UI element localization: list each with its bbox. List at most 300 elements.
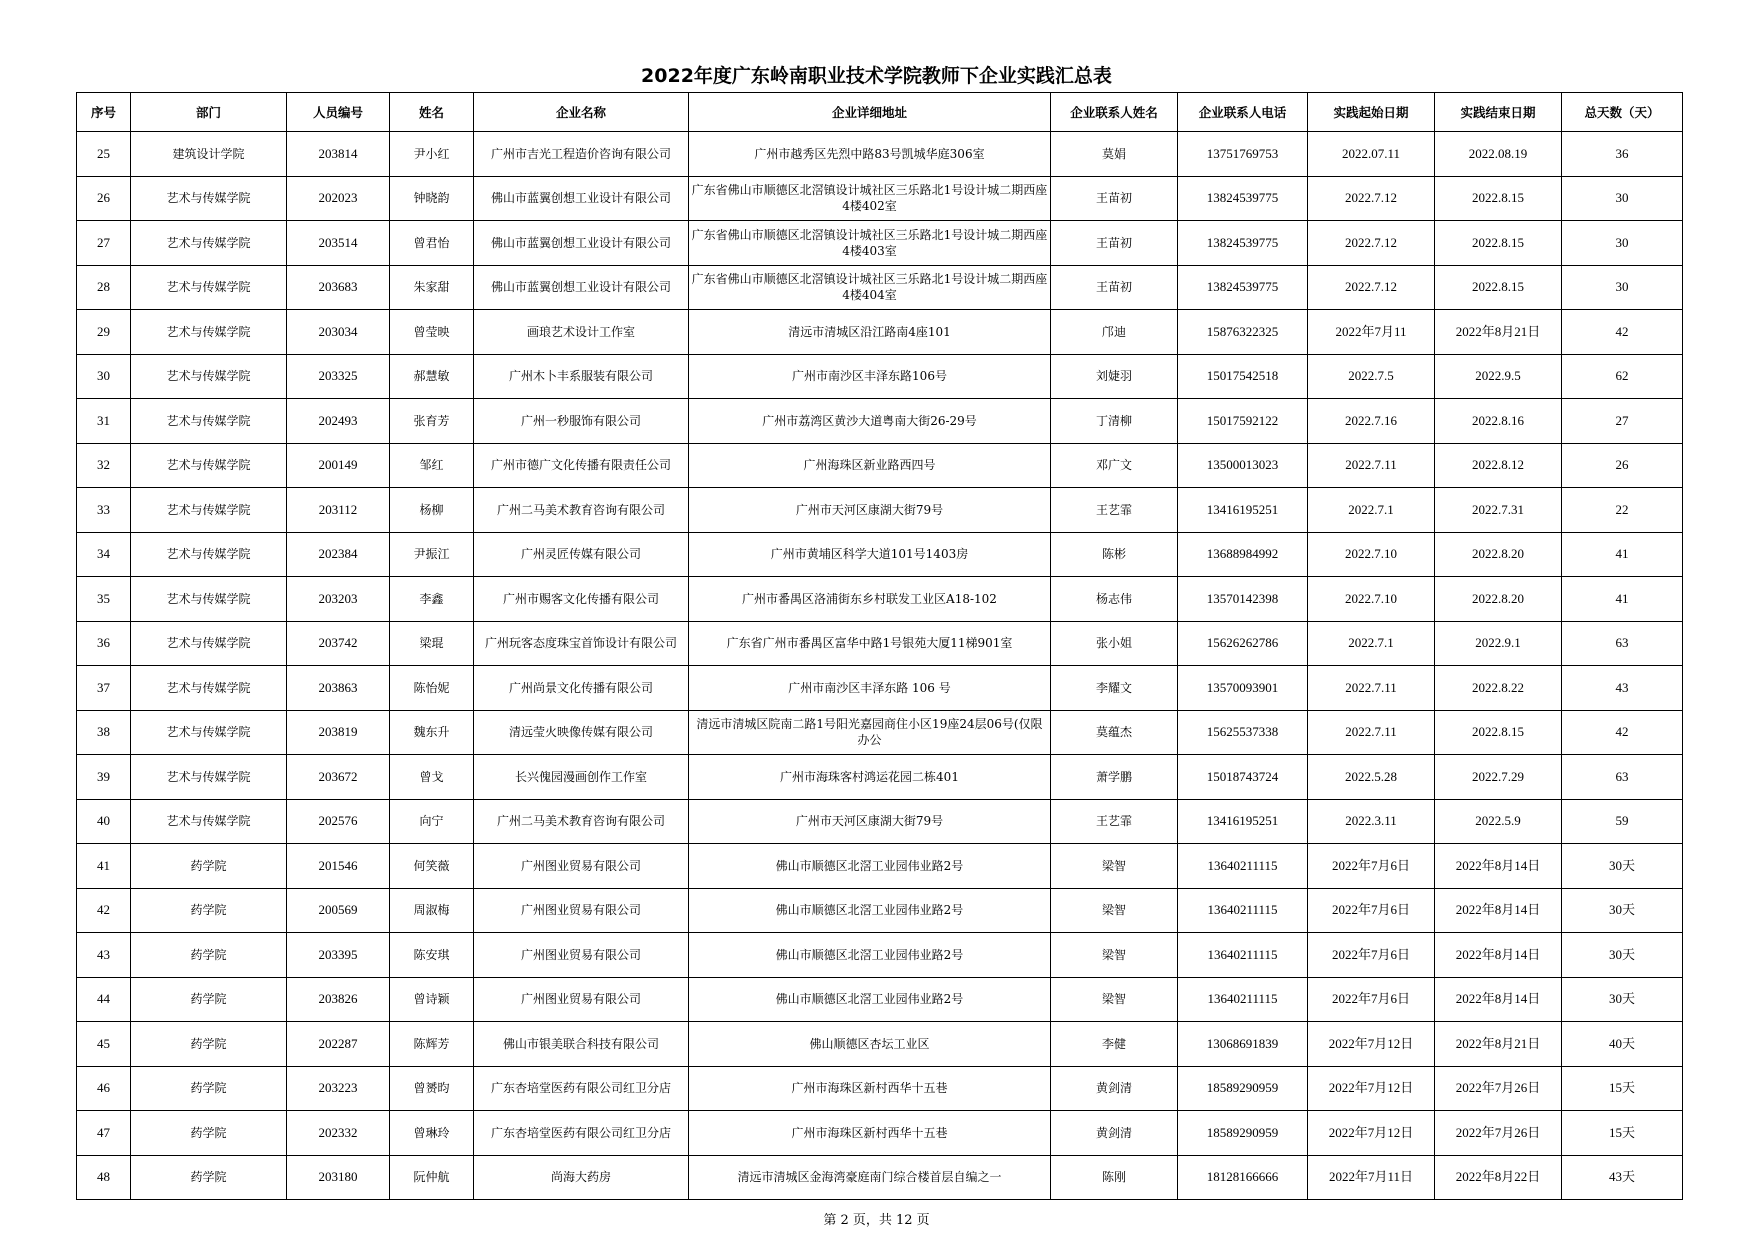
cell-name: 向宁 [390, 799, 474, 844]
cell-name: 魏东升 [390, 710, 474, 755]
cell-seq: 38 [77, 710, 131, 755]
cell-company-address: 佛山市顺德区北滘工业园伟业路2号 [689, 844, 1051, 889]
cell-seq: 40 [77, 799, 131, 844]
cell-company-address: 清远市清城区沿江路南4座101 [689, 310, 1051, 355]
cell-department: 药学院 [131, 1066, 287, 1111]
cell-start-date: 2022.7.12 [1308, 265, 1435, 310]
table-row [77, 577, 1683, 622]
cell-total-days: 15天 [1562, 1111, 1683, 1156]
cell-name: 何笑薇 [390, 844, 474, 889]
cell-staff-id: 203203 [287, 577, 390, 622]
cell-contact-phone: 13640211115 [1178, 844, 1308, 889]
cell-company-address: 广州市南沙区丰泽东路 106 号 [689, 666, 1051, 711]
cell-contact-phone: 13824539775 [1178, 265, 1308, 310]
cell-company-address: 广州市番禺区洛浦街东乡村联发工业区A18-102 [689, 577, 1051, 622]
cell-total-days: 43 [1562, 666, 1683, 711]
cell-total-days: 62 [1562, 354, 1683, 399]
cell-staff-id: 202576 [287, 799, 390, 844]
cell-end-date: 2022年8月22日 [1435, 1155, 1562, 1200]
table-row [77, 443, 1683, 488]
cell-end-date: 2022.8.15 [1435, 176, 1562, 221]
cell-company-address: 广州海珠区新业路西四号 [689, 443, 1051, 488]
cell-staff-id: 201546 [287, 844, 390, 889]
cell-name: 杨柳 [390, 488, 474, 533]
cell-company-address: 广州市海珠区新村西华十五巷 [689, 1066, 1051, 1111]
cell-end-date: 2022年7月26日 [1435, 1111, 1562, 1156]
cell-start-date: 2022.3.11 [1308, 799, 1435, 844]
cell-company-name: 广东杏培堂医药有限公司红卫分店 [474, 1066, 689, 1111]
cell-name: 朱家甜 [390, 265, 474, 310]
cell-company-name: 广州玩客态度珠宝首饰设计有限公司 [474, 621, 689, 666]
column-header-total-days: 总天数（天） [1562, 93, 1683, 132]
cell-total-days: 30 [1562, 265, 1683, 310]
cell-end-date: 2022.8.15 [1435, 710, 1562, 755]
cell-staff-id: 203683 [287, 265, 390, 310]
cell-start-date: 2022年7月11日 [1308, 1155, 1435, 1200]
cell-contact-name: 莫蕴杰 [1051, 710, 1178, 755]
cell-end-date: 2022.08.19 [1435, 132, 1562, 177]
cell-total-days: 30天 [1562, 977, 1683, 1022]
cell-end-date: 2022年8月21日 [1435, 310, 1562, 355]
cell-contact-phone: 15625537338 [1178, 710, 1308, 755]
cell-company-address: 广州市越秀区先烈中路83号凯城华庭306室 [689, 132, 1051, 177]
cell-seq: 39 [77, 755, 131, 800]
cell-company-address: 清远市清城区金海湾豪庭南门综合楼首层自编之一 [689, 1155, 1051, 1200]
cell-end-date: 2022年8月21日 [1435, 1022, 1562, 1067]
cell-start-date: 2022.7.12 [1308, 176, 1435, 221]
cell-seq: 45 [77, 1022, 131, 1067]
cell-start-date: 2022.7.1 [1308, 488, 1435, 533]
cell-end-date: 2022.7.31 [1435, 488, 1562, 533]
cell-company-name: 广州木卜丰系服装有限公司 [474, 354, 689, 399]
cell-company-address: 广州市天河区康湖大街79号 [689, 488, 1051, 533]
cell-start-date: 2022年7月12日 [1308, 1111, 1435, 1156]
cell-contact-name: 王艺霏 [1051, 799, 1178, 844]
cell-department: 艺术与传媒学院 [131, 755, 287, 800]
cell-department: 艺术与传媒学院 [131, 577, 287, 622]
cell-staff-id: 203112 [287, 488, 390, 533]
column-header-contact-name: 企业联系人姓名 [1051, 93, 1178, 132]
cell-name: 曾君怡 [390, 221, 474, 266]
column-header-start-date: 实践起始日期 [1308, 93, 1435, 132]
cell-contact-phone: 13640211115 [1178, 933, 1308, 978]
cell-total-days: 15天 [1562, 1066, 1683, 1111]
cell-name: 曾戈 [390, 755, 474, 800]
cell-start-date: 2022.7.1 [1308, 621, 1435, 666]
cell-department: 建筑设计学院 [131, 132, 287, 177]
cell-name: 陈安琪 [390, 933, 474, 978]
cell-company-name: 佛山市蓝翼创想工业设计有限公司 [474, 265, 689, 310]
cell-contact-name: 梁智 [1051, 888, 1178, 933]
cell-company-name: 广州二马美术教育咨询有限公司 [474, 799, 689, 844]
cell-seq: 32 [77, 443, 131, 488]
table-row [77, 221, 1683, 266]
cell-contact-name: 李耀文 [1051, 666, 1178, 711]
cell-seq: 41 [77, 844, 131, 889]
cell-start-date: 2022.7.12 [1308, 221, 1435, 266]
cell-start-date: 2022.7.11 [1308, 710, 1435, 755]
cell-company-name: 佛山市蓝翼创想工业设计有限公司 [474, 221, 689, 266]
cell-start-date: 2022.7.10 [1308, 577, 1435, 622]
cell-department: 艺术与传媒学院 [131, 354, 287, 399]
cell-seq: 42 [77, 888, 131, 933]
cell-end-date: 2022.8.15 [1435, 265, 1562, 310]
cell-staff-id: 203672 [287, 755, 390, 800]
cell-seq: 48 [77, 1155, 131, 1200]
cell-department: 艺术与传媒学院 [131, 488, 287, 533]
cell-total-days: 43天 [1562, 1155, 1683, 1200]
cell-company-address: 佛山顺德区杏坛工业区 [689, 1022, 1051, 1067]
table-row [77, 799, 1683, 844]
cell-start-date: 2022年7月11 [1308, 310, 1435, 355]
cell-staff-id: 203814 [287, 132, 390, 177]
table-row [77, 977, 1683, 1022]
cell-contact-phone: 15876322325 [1178, 310, 1308, 355]
cell-company-name: 广东杏培堂医药有限公司红卫分店 [474, 1111, 689, 1156]
cell-seq: 47 [77, 1111, 131, 1156]
cell-contact-name: 李健 [1051, 1022, 1178, 1067]
cell-end-date: 2022年8月14日 [1435, 844, 1562, 889]
cell-contact-phone: 13068691839 [1178, 1022, 1308, 1067]
cell-name: 曾琳玲 [390, 1111, 474, 1156]
table-row [77, 933, 1683, 978]
cell-end-date: 2022.9.5 [1435, 354, 1562, 399]
cell-department: 药学院 [131, 888, 287, 933]
cell-name: 张育芳 [390, 399, 474, 444]
table-row [77, 532, 1683, 577]
cell-start-date: 2022.7.16 [1308, 399, 1435, 444]
cell-total-days: 59 [1562, 799, 1683, 844]
cell-company-address: 广东省佛山市顺德区北滘镇设计城社区三乐路北1号设计城二期西座4楼404室 [689, 265, 1051, 310]
cell-company-name: 清远莹火映像传媒有限公司 [474, 710, 689, 755]
cell-contact-name: 陈刚 [1051, 1155, 1178, 1200]
header-row [77, 93, 1683, 132]
cell-end-date: 2022.8.20 [1435, 532, 1562, 577]
table-row [77, 666, 1683, 711]
cell-start-date: 2022.7.11 [1308, 666, 1435, 711]
cell-contact-phone: 13640211115 [1178, 888, 1308, 933]
cell-department: 艺术与传媒学院 [131, 399, 287, 444]
cell-name: 钟晓韵 [390, 176, 474, 221]
table-row [77, 1111, 1683, 1156]
cell-contact-phone: 18128166666 [1178, 1155, 1308, 1200]
cell-company-name: 尚海大药房 [474, 1155, 689, 1200]
cell-department: 艺术与传媒学院 [131, 799, 287, 844]
cell-contact-name: 王艺霏 [1051, 488, 1178, 533]
cell-start-date: 2022年7月12日 [1308, 1022, 1435, 1067]
cell-start-date: 2022.7.5 [1308, 354, 1435, 399]
cell-end-date: 2022.8.15 [1435, 221, 1562, 266]
cell-start-date: 2022.5.28 [1308, 755, 1435, 800]
table-row [77, 1155, 1683, 1200]
cell-total-days: 30天 [1562, 888, 1683, 933]
cell-start-date: 2022.07.11 [1308, 132, 1435, 177]
cell-seq: 46 [77, 1066, 131, 1111]
cell-name: 曾赟昀 [390, 1066, 474, 1111]
cell-seq: 36 [77, 621, 131, 666]
cell-contact-name: 王苗初 [1051, 265, 1178, 310]
cell-seq: 30 [77, 354, 131, 399]
cell-staff-id: 203863 [287, 666, 390, 711]
cell-company-address: 广东省广州市番禺区富华中路1号银苑大厦11梯901室 [689, 621, 1051, 666]
cell-contact-name: 黄剑清 [1051, 1066, 1178, 1111]
cell-department: 艺术与传媒学院 [131, 621, 287, 666]
cell-staff-id: 203514 [287, 221, 390, 266]
cell-staff-id: 203180 [287, 1155, 390, 1200]
cell-total-days: 63 [1562, 755, 1683, 800]
cell-company-address: 佛山市顺德区北滘工业园伟业路2号 [689, 888, 1051, 933]
cell-contact-phone: 13640211115 [1178, 977, 1308, 1022]
cell-contact-name: 梁智 [1051, 933, 1178, 978]
cell-total-days: 30 [1562, 176, 1683, 221]
table-row [77, 888, 1683, 933]
cell-contact-name: 杨志伟 [1051, 577, 1178, 622]
cell-total-days: 40天 [1562, 1022, 1683, 1067]
cell-end-date: 2022.5.9 [1435, 799, 1562, 844]
cell-company-address: 广州市荔湾区黄沙大道粤南大街26-29号 [689, 399, 1051, 444]
cell-staff-id: 202023 [287, 176, 390, 221]
cell-contact-name: 梁智 [1051, 844, 1178, 889]
cell-total-days: 30天 [1562, 844, 1683, 889]
table-row [77, 844, 1683, 889]
cell-staff-id: 202287 [287, 1022, 390, 1067]
cell-company-address: 佛山市顺德区北滘工业园伟业路2号 [689, 977, 1051, 1022]
cell-company-name: 广州图业贸易有限公司 [474, 977, 689, 1022]
cell-start-date: 2022年7月6日 [1308, 844, 1435, 889]
cell-staff-id: 203325 [287, 354, 390, 399]
table-row [77, 1066, 1683, 1111]
cell-company-name: 广州市赐客文化传播有限公司 [474, 577, 689, 622]
cell-name: 郝慧敏 [390, 354, 474, 399]
cell-seq: 34 [77, 532, 131, 577]
cell-contact-phone: 15017592122 [1178, 399, 1308, 444]
page-footer: 第 2 页，共 12 页 [823, 1213, 930, 1228]
page-title: 2022年度广东岭南职业技术学院教师下企业实践汇总表 [641, 65, 1112, 87]
cell-total-days: 26 [1562, 443, 1683, 488]
cell-contact-name: 萧学鹏 [1051, 755, 1178, 800]
cell-contact-phone: 13416195251 [1178, 488, 1308, 533]
cell-department: 艺术与传媒学院 [131, 265, 287, 310]
cell-company-name: 广州图业贸易有限公司 [474, 933, 689, 978]
cell-seq: 26 [77, 176, 131, 221]
cell-department: 药学院 [131, 844, 287, 889]
cell-staff-id: 200149 [287, 443, 390, 488]
column-header-name: 姓名 [390, 93, 474, 132]
cell-contact-name: 陈彬 [1051, 532, 1178, 577]
cell-contact-phone: 15017542518 [1178, 354, 1308, 399]
cell-total-days: 41 [1562, 577, 1683, 622]
cell-company-name: 广州市吉光工程造价咨询有限公司 [474, 132, 689, 177]
cell-company-name: 广州图业贸易有限公司 [474, 888, 689, 933]
cell-department: 艺术与传媒学院 [131, 710, 287, 755]
cell-seq: 27 [77, 221, 131, 266]
cell-company-name: 广州图业贸易有限公司 [474, 844, 689, 889]
column-header-company-address: 企业详细地址 [689, 93, 1051, 132]
cell-contact-phone: 13688984992 [1178, 532, 1308, 577]
cell-name: 尹振江 [390, 532, 474, 577]
cell-name: 周淑梅 [390, 888, 474, 933]
column-header-contact-phone: 企业联系人电话 [1178, 93, 1308, 132]
cell-total-days: 42 [1562, 310, 1683, 355]
table-row [77, 399, 1683, 444]
cell-staff-id: 202332 [287, 1111, 390, 1156]
cell-name: 阮仲航 [390, 1155, 474, 1200]
cell-company-name: 长兴傀园漫画创作工作室 [474, 755, 689, 800]
cell-total-days: 42 [1562, 710, 1683, 755]
cell-seq: 33 [77, 488, 131, 533]
cell-company-address: 广州市海珠区新村西华十五巷 [689, 1111, 1051, 1156]
cell-department: 艺术与传媒学院 [131, 310, 287, 355]
cell-contact-phone: 18589290959 [1178, 1066, 1308, 1111]
table-body [77, 132, 1683, 1200]
table-row [77, 621, 1683, 666]
cell-total-days: 63 [1562, 621, 1683, 666]
cell-staff-id: 203826 [287, 977, 390, 1022]
cell-seq: 25 [77, 132, 131, 177]
cell-contact-phone: 13824539775 [1178, 221, 1308, 266]
cell-start-date: 2022.7.11 [1308, 443, 1435, 488]
table-row [77, 176, 1683, 221]
cell-contact-phone: 15018743724 [1178, 755, 1308, 800]
cell-name: 尹小红 [390, 132, 474, 177]
cell-company-name: 画琅艺术设计工作室 [474, 310, 689, 355]
cell-company-address: 广东省佛山市顺德区北滘镇设计城社区三乐路北1号设计城二期西座4楼403室 [689, 221, 1051, 266]
cell-staff-id: 202493 [287, 399, 390, 444]
cell-start-date: 2022年7月6日 [1308, 888, 1435, 933]
cell-name: 陈怡妮 [390, 666, 474, 711]
cell-company-name: 广州灵匠传媒有限公司 [474, 532, 689, 577]
cell-company-name: 佛山市蓝翼创想工业设计有限公司 [474, 176, 689, 221]
table-row [77, 488, 1683, 533]
cell-company-name: 佛山市银美联合科技有限公司 [474, 1022, 689, 1067]
table-row [77, 354, 1683, 399]
cell-company-address: 广州市黄埔区科学大道101号1403房 [689, 532, 1051, 577]
cell-department: 药学院 [131, 1111, 287, 1156]
cell-contact-name: 邓广文 [1051, 443, 1178, 488]
cell-contact-phone: 13824539775 [1178, 176, 1308, 221]
column-header-department: 部门 [131, 93, 287, 132]
cell-end-date: 2022年8月14日 [1435, 888, 1562, 933]
cell-total-days: 22 [1562, 488, 1683, 533]
practice-summary-table [76, 92, 1683, 1200]
cell-name: 曾莹映 [390, 310, 474, 355]
cell-contact-name: 梁智 [1051, 977, 1178, 1022]
cell-seq: 31 [77, 399, 131, 444]
cell-total-days: 30 [1562, 221, 1683, 266]
cell-end-date: 2022.8.12 [1435, 443, 1562, 488]
cell-start-date: 2022年7月6日 [1308, 977, 1435, 1022]
cell-seq: 37 [77, 666, 131, 711]
cell-department: 药学院 [131, 977, 287, 1022]
cell-contact-phone: 13416195251 [1178, 799, 1308, 844]
cell-seq: 35 [77, 577, 131, 622]
cell-total-days: 41 [1562, 532, 1683, 577]
cell-staff-id: 203819 [287, 710, 390, 755]
cell-contact-phone: 13500013023 [1178, 443, 1308, 488]
cell-total-days: 36 [1562, 132, 1683, 177]
cell-start-date: 2022年7月12日 [1308, 1066, 1435, 1111]
cell-staff-id: 202384 [287, 532, 390, 577]
cell-department: 药学院 [131, 1155, 287, 1200]
table-row [77, 710, 1683, 755]
cell-staff-id: 200569 [287, 888, 390, 933]
cell-end-date: 2022年8月14日 [1435, 933, 1562, 978]
cell-department: 艺术与传媒学院 [131, 532, 287, 577]
cell-contact-phone: 15626262786 [1178, 621, 1308, 666]
cell-staff-id: 203742 [287, 621, 390, 666]
cell-staff-id: 203223 [287, 1066, 390, 1111]
cell-seq: 28 [77, 265, 131, 310]
cell-start-date: 2022.7.10 [1308, 532, 1435, 577]
table-row [77, 265, 1683, 310]
cell-department: 艺术与传媒学院 [131, 176, 287, 221]
cell-company-address: 广东省佛山市顺德区北滘镇设计城社区三乐路北1号设计城二期西座4楼402室 [689, 176, 1051, 221]
cell-department: 艺术与传媒学院 [131, 666, 287, 711]
column-header-end-date: 实践结束日期 [1435, 93, 1562, 132]
cell-department: 艺术与传媒学院 [131, 221, 287, 266]
cell-end-date: 2022.8.22 [1435, 666, 1562, 711]
cell-end-date: 2022.8.20 [1435, 577, 1562, 622]
cell-total-days: 30天 [1562, 933, 1683, 978]
cell-department: 艺术与传媒学院 [131, 443, 287, 488]
cell-company-name: 广州市德广文化传播有限责任公司 [474, 443, 689, 488]
cell-company-address: 佛山市顺德区北滘工业园伟业路2号 [689, 933, 1051, 978]
column-header-staff-id: 人员编号 [287, 93, 390, 132]
cell-company-address: 清远市清城区院南二路1号阳光嘉园商住小区19座24层06号(仅限办公 [689, 710, 1051, 755]
cell-contact-name: 王苗初 [1051, 176, 1178, 221]
cell-start-date: 2022年7月6日 [1308, 933, 1435, 978]
cell-seq: 43 [77, 933, 131, 978]
cell-contact-phone: 13751769753 [1178, 132, 1308, 177]
cell-company-name: 广州二马美术教育咨询有限公司 [474, 488, 689, 533]
cell-name: 邹红 [390, 443, 474, 488]
table-row [77, 132, 1683, 177]
cell-contact-name: 王苗初 [1051, 221, 1178, 266]
cell-contact-name: 邝迪 [1051, 310, 1178, 355]
cell-company-name: 广州尚景文化传播有限公司 [474, 666, 689, 711]
cell-company-name: 广州一秒服饰有限公司 [474, 399, 689, 444]
cell-name: 陈辉芳 [390, 1022, 474, 1067]
cell-name: 李鑫 [390, 577, 474, 622]
cell-contact-name: 黄剑清 [1051, 1111, 1178, 1156]
cell-seq: 29 [77, 310, 131, 355]
cell-end-date: 2022.8.16 [1435, 399, 1562, 444]
cell-contact-phone: 13570142398 [1178, 577, 1308, 622]
cell-contact-phone: 13570093901 [1178, 666, 1308, 711]
cell-end-date: 2022年8月14日 [1435, 977, 1562, 1022]
cell-contact-name: 莫娟 [1051, 132, 1178, 177]
cell-contact-name: 丁清柳 [1051, 399, 1178, 444]
cell-contact-phone: 18589290959 [1178, 1111, 1308, 1156]
cell-end-date: 2022.9.1 [1435, 621, 1562, 666]
cell-staff-id: 203034 [287, 310, 390, 355]
cell-contact-name: 刘婕羽 [1051, 354, 1178, 399]
table-row [77, 755, 1683, 800]
cell-company-address: 广州市海珠客村鸿运花园二栋401 [689, 755, 1051, 800]
cell-contact-name: 张小姐 [1051, 621, 1178, 666]
cell-end-date: 2022年7月26日 [1435, 1066, 1562, 1111]
cell-end-date: 2022.7.29 [1435, 755, 1562, 800]
cell-company-address: 广州市天河区康湖大街79号 [689, 799, 1051, 844]
table-row [77, 310, 1683, 355]
column-header-company-name: 企业名称 [474, 93, 689, 132]
table-row [77, 1022, 1683, 1067]
cell-company-address: 广州市南沙区丰泽东路106号 [689, 354, 1051, 399]
cell-seq: 44 [77, 977, 131, 1022]
cell-department: 药学院 [131, 933, 287, 978]
cell-name: 曾诗颖 [390, 977, 474, 1022]
cell-staff-id: 203395 [287, 933, 390, 978]
